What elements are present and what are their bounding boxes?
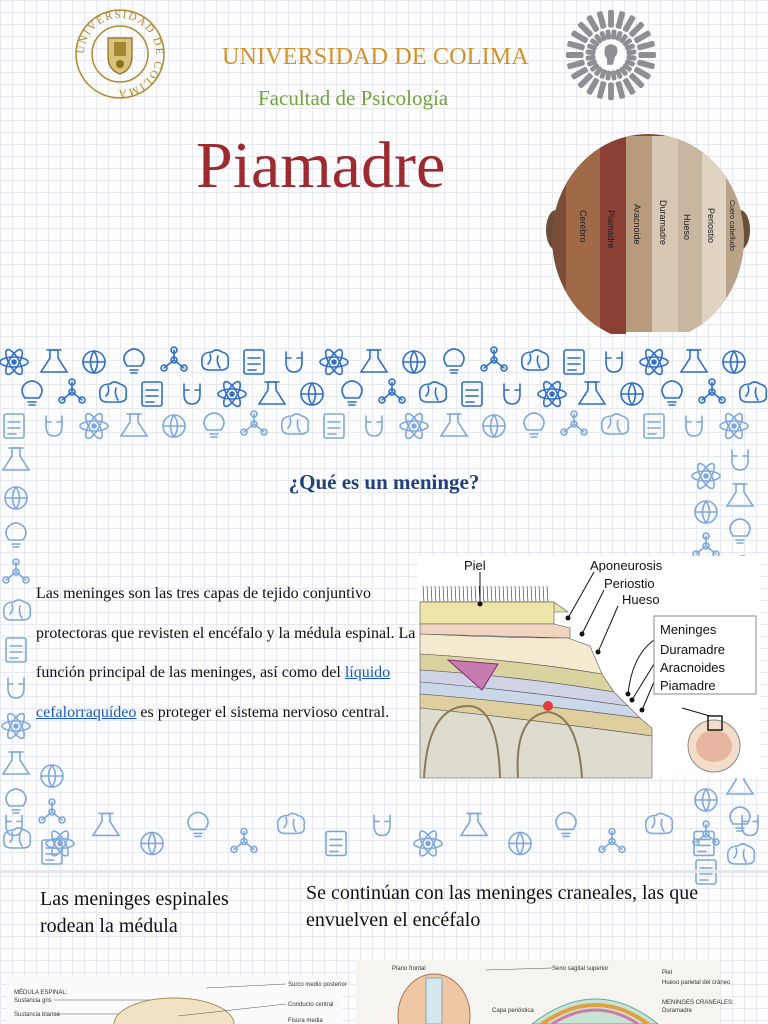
diagram-label-aracnoides: Aracnoides: [660, 660, 726, 675]
meninges-layers-diagram: [418, 556, 760, 778]
skull-label-aracnoide: Aracnoide: [632, 204, 642, 245]
spinal-label-blanca: Sustancia blanca: [14, 1012, 60, 1018]
cranial-label-plano: Plano frontal: [392, 966, 426, 972]
spinal-label-gris: Sustancia gris: [14, 998, 52, 1004]
diagram-label-piamadre: Piamadre: [660, 678, 716, 693]
cranial-label-piel: Piel: [662, 970, 673, 976]
paragraph-text-end: es proteger el sistema nervioso central.: [136, 703, 390, 721]
spinal-meninges-text: Las meninges espinales rodean la médula: [40, 888, 229, 937]
cranial-label-duramadre: Duramadre: [662, 1008, 693, 1014]
csf-link[interactable]: líquido cefalorraquídeo: [36, 664, 391, 721]
diagram-label-hueso: Hueso: [622, 592, 660, 607]
skull-label-periostio: Periostio: [706, 208, 716, 244]
university-name: UNIVERSIDAD DE COLIMA: [222, 44, 529, 70]
cranial-label-capa: Capa perióstica: [492, 1008, 534, 1014]
page-title: Piamadre: [196, 129, 446, 202]
paragraph-text-start: Las meninges son las tres capas de tejido conjuntivo protectoras que revisten el encéfalo y la médula espinal. La función principal de las meninges, así como del: [36, 585, 416, 681]
diagram-label-periostio: Periostio: [604, 576, 655, 591]
skull-label-piamadre: Piamadre: [606, 210, 616, 249]
seal-text: UNIVERSIDAD DE COLIMA: [74, 8, 166, 100]
cranial-label-meninges: MENINGES CRANEALES:: [662, 1000, 734, 1006]
diagram-label-aponeurosis: Aponeurosis: [590, 558, 663, 573]
science-doodle-bottom-border: [0, 790, 768, 870]
science-doodle-border: [0, 336, 768, 440]
spinal-label-medula: MÉDULA ESPINAL:: [14, 990, 68, 996]
skull-label-cuero-cabelludo: Cuero cabelludo: [728, 200, 735, 251]
spinal-cord-figure: [6, 976, 347, 1024]
faculty-name: Facultad de Psicología: [258, 86, 449, 110]
section-divider: [0, 870, 768, 873]
university-seal-logo: [74, 8, 166, 100]
abstract-flower-logo: [562, 6, 660, 104]
cranial-meninges-figure: [356, 960, 734, 1024]
skull-label-duramadre: Duramadre: [658, 200, 668, 246]
spinal-label-conducto: Conducto central: [288, 1002, 334, 1008]
diagram-label-piel: Piel: [464, 558, 486, 573]
cranial-label-hueso: Hueso parietal del cráneo: [662, 980, 731, 986]
cranial-label-seno: Seno sagital superior: [552, 966, 609, 972]
skull-label-hueso: Hueso: [682, 214, 692, 241]
diagram-label-meninges: Meninges: [660, 622, 717, 637]
meninges-definition-paragraph: [36, 574, 416, 732]
spinal-label-fisura: Fisura media: [288, 1018, 323, 1024]
skull-label-cerebro: Cerebro: [578, 210, 588, 243]
spinal-label-surco: Surco medio posterior: [288, 982, 347, 988]
cranial-meninges-text: Se continúan con las meninges craneales, las que envuelven el encéfalo: [306, 882, 699, 931]
section-question-heading: ¿Qué es un meninge?: [288, 470, 480, 494]
skull-layers-photo: [544, 130, 752, 326]
diagram-label-duramadre: Duramadre: [660, 642, 726, 657]
